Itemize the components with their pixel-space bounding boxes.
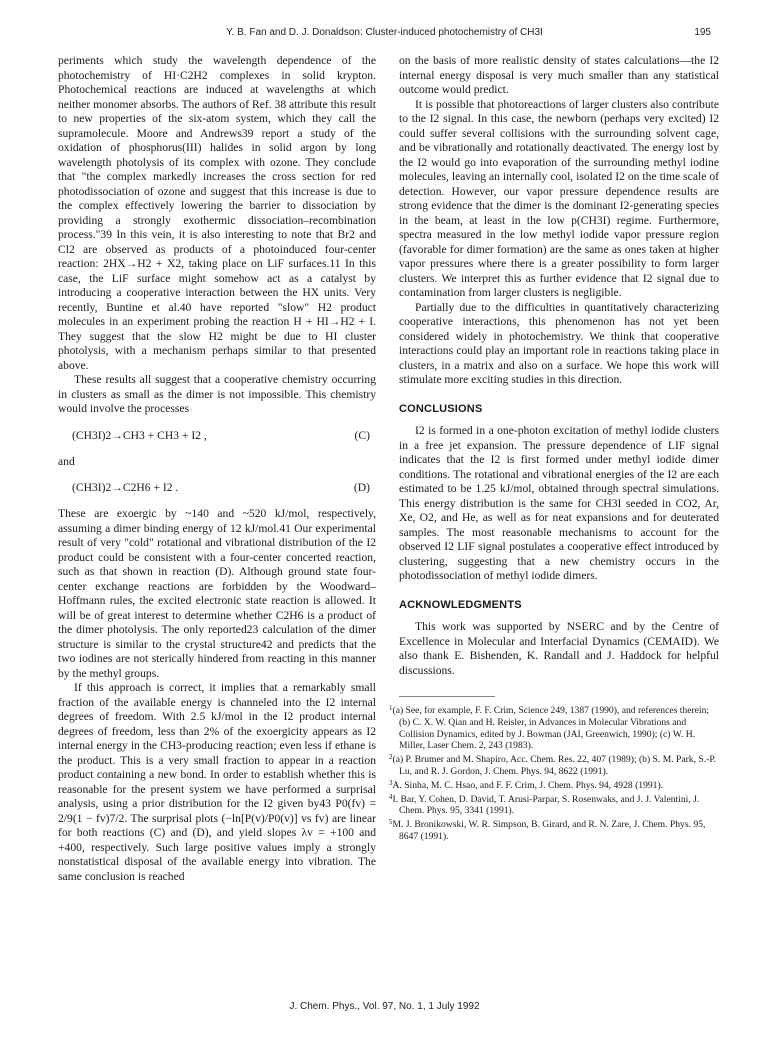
conclusions-text: I2 is formed in a one-photon excitation of methyl iodide clusters in a free jet expansion. The pressure dependence of LIF signal indicates that the I2 is first formed under methyl iodide dimer conditions. The rotational and vibrational energies of the I2 are each estimated to be 1.25 kJ/mol, obtained through spectral simulations. This energy distribution is the same for CH3I seeded in CO2, Ar, Xe, O2, and He, as well as for neat expansions and for deuterated samples. The most reasonable mechanisms to account for the observed I2 LIF signal postulates a cooperative effect introduced by clustering, suggesting that a new chemistry occurs in the photodissociation of methyl iodide dimers.: [399, 424, 719, 582]
journal-footer: J. Chem. Phys., Vol. 97, No. 1, 1 July 1992: [289, 1001, 480, 1012]
acknowledgments-heading: ACKNOWLEDGMENTS: [399, 598, 522, 611]
reference-text: A. Sinha, M. C. Hsao, and F. F. Crim, J. Chem. Phys. 94, 4928 (1991).: [392, 779, 664, 791]
left-paragraph-1: periments which study the wavelength dependence of the photochemistry of HI·C2H2 complexes in solid krypton. Photochemical reactions are induced at wavelengths at which neither monomer absorbs. The authors of Ref. 38 attribute this result to new properties of the six-atom system, which they call the supramolecule. Moore and Andrews39 report a study of the oxidation of phosphorus(III) halides in solid argon by long wavelength photolysis of its complex with ozone. They conclude that "the complex markedly increases the cross section for red photodissociation of ozone and suggest that this increase is due to the complex effectively lowering the barrier to dissociation by providing a strongly exothermic dissociation–recombination process."39 In this vein, it is also interesting to note that Br2 and Cl2 are observed as products of a photoinduced four-center reaction: 2HX→H2 + X2, taking place on LiF surfaces.11 In this case, the LiF surface might somehow act as a catalyst by introducing a cooperative interaction between the HX units. Very recently, Buntine et al.40 have reported "slow" H2 product molecules in an experiment probing the reaction H + HI→H2 + I. They suggest that the slow H2 might be due to HI cluster photolysis, with a mechanism perhaps similar to that presented above.: [58, 54, 376, 372]
reference-number: 3: [389, 778, 393, 787]
and-connector: and: [58, 454, 75, 468]
running-title: Y. B. Fan and D. J. Donaldson: Cluster-induced photochemistry of CH3I: [226, 27, 543, 38]
references-list: [389, 703, 719, 843]
left-paragraph-3: These are exoergic by ~140 and ~520 kJ/mol, respectively, assuming a dimer binding energy of 12 kJ/mol.41 Our experimental result of very "cold" rotational and vibrational distribution of the I2 product could be consistent with a four-center concerted reaction, such as that shown in reaction (D). Although ground state four-center exchange reactions are forbidden by the Woodward–Hoffmann rules, the excited electronic state reaction is allowed. It will be of great interest to determine whether C2H6 is a product of the dimer photolysis. The only reported23 calculation of the dimer structure is similar to the crystal structure42 and predicts that the two iodines are not sterically hindered from reacting in this manner by the methyl groups.: [58, 507, 376, 680]
reference-item: [389, 703, 719, 752]
reference-number: 2: [389, 753, 393, 762]
equation-d-label: (D): [353, 481, 370, 494]
page-number: 195: [694, 27, 711, 38]
equation-d-expression: (CH3I)2→C2H6 + I2 .: [72, 481, 179, 494]
reference-number: 5: [389, 818, 393, 827]
reference-text: (a) See, for example, F. F. Crim, Science 249, 1387 (1990), and references therein; (b) C. X. W. Qian and H. Reisler, in Advances in Molecular Vibrations and Collision Dynamics, edited by J. Bowman (JAI, Greenwich, 1990); (c) W. H. Miller, Laser Chem. 2, 243 (1983).: [392, 705, 710, 752]
equation-c-label: (C): [354, 428, 370, 442]
equation-c: [58, 429, 376, 445]
right-paragraph-3: Partially due to the difficulties in quantitatively characterizing cooperative interactions, this phenomenon has not yet been considered widely in photochemistry. We think that cooperative interactions could play an important role in reactions taking place in clusters, in a matrix and also on a surface. We hope this work will stimulate more exciting studies in this direction.: [399, 300, 719, 386]
left-paragraph-4: If this approach is correct, it implies that a remarkably small fraction of the available energy is channeled into the I2 internal degrees of freedom. With 2.5 kJ/mol in the I2 product internal degrees of freedom, less than 2% of the exoergicity appears as I2 internal energy in the CH3-producing reaction; even less if ethane is the product. This is a very small fraction to appear in a reaction product containing a new bond. In order to establish whether this is reasonable for the present system we have performed a surprisal analysis, using a prior distribution for the I2 given by43 P0(fv) = 2/9(1 − fv)7/2. The surprisal plots (−ln[P(v)/P0(v)] vs fv) are linear for both reactions (C) and (D), and yield slopes λv = +100 and +400, respectively. Such large positive values imply a strongly nonstatistical disposal of the available energy into vibration. The same conclusion is reached: [58, 681, 376, 883]
acknowledgments-text: This work was supported by NSERC and by the Centre of Excellence in Molecular and Interfacial Dynamics (CEMAID). We also thank E. Bishenden, K. Randall and J. Haddock for helpful discussions.: [399, 620, 719, 677]
reference-number: 4: [389, 792, 393, 801]
reference-text: I. Bar, Y. Cohen, D. David, T. Arusi-Parpar, S. Rosenwaks, and J. J. Valentini, J. Chem. Phys. 95, 3341 (1991).: [392, 793, 700, 817]
reference-text: M. J. Bronikowski, W. R. Simpson, B. Girard, and R. N. Zare, J. Chem. Phys. 95, 8647 (1991).: [392, 819, 706, 842]
reference-item: [389, 817, 719, 843]
reference-number: 1: [389, 704, 393, 712]
right-paragraph-2: It is possible that photoreactions of larger clusters also contribute to the I2 signal. In this case, the newborn (perhaps very excited) I2 could suffer several collisions with the surrounding solvent cage, and be vibrationally and rotationally deactivated. The energy lost by the I2 would go into evaporation of the surrounding methyl iodine molecules, leaving an internally cool, isolated I2 on the time scale of detection. However, our vapor pressure dependence results are strong evidence that the dimer is the dominant I2-generating species in the beam, at least in the low p(CH3I) regime. Furthermore, spectra measured in the low methyl iodide vapor pressure region (favorable for dimer formation) are the same as ones taken at higher vapor pressures where there is a greater possibility to form larger clusters. We interpret this as further evidence that I2 signal due to contamination from larger clusters is negligible.: [399, 97, 719, 299]
references-divider: [399, 696, 495, 697]
conclusions-heading: CONCLUSIONS: [399, 402, 483, 415]
equation-c-expression: (CH3I)2→CH3 + CH3 + I2 ,: [72, 428, 207, 442]
right-column: [389, 54, 719, 843]
equation-d: [58, 481, 376, 497]
left-column: [58, 54, 376, 884]
reference-item: [389, 792, 719, 818]
right-paragraph-1: on the basis of more realistic density of states calculations—the I2 internal energy disposal is very much smaller than any statistical outcome would predict.: [399, 54, 719, 96]
reference-text: (a) P. Brumer and M. Shapiro, Acc. Chem. Res. 22, 407 (1989); (b) S. M. Park, S.-P. Lu, and R. J. Gordon, J. Chem. Phys. 94, 8622 (1991).: [392, 754, 716, 777]
running-header: [58, 27, 711, 41]
left-paragraph-2: These results all suggest that a cooperative chemistry occurring in clusters as small as the dimer is not impossible. This chemistry would involve the processes: [58, 373, 376, 415]
reference-item: [389, 752, 719, 778]
reference-item: [389, 778, 719, 792]
